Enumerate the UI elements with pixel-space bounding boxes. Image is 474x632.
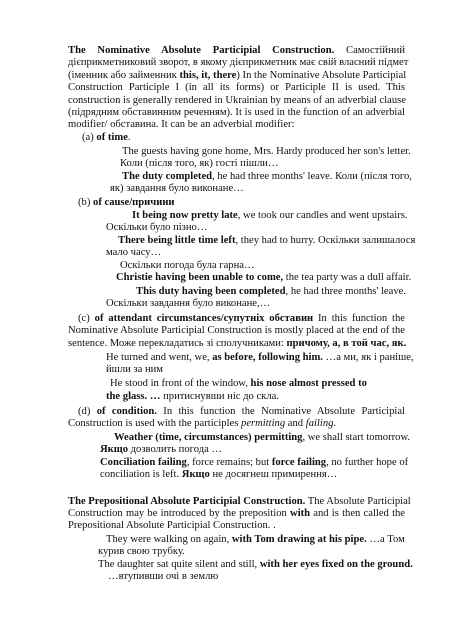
item-b-example4-translation: Оскільки завдання було виконане,… xyxy=(106,298,271,309)
item-a-example2-translation: як) завдання було виконане… xyxy=(110,183,244,194)
section1-title: The Nominative Absolute Participial Construction. xyxy=(68,45,335,56)
item-b-example2-translation: мало часу… xyxy=(106,247,162,258)
section2-example1: They were walking on again, with Tom drawing at his pipe. …а Том xyxy=(106,534,405,545)
section1-line3: (іменник або займенник this, it, there) In the Nominative Absolute Participial xyxy=(68,70,407,81)
item-c-example1: He turned and went, we, as before, following him. …а ми, як і раніше, xyxy=(106,352,414,363)
item-a-example2: The duty completed, he had three months' leave. Коли (після того, xyxy=(122,171,412,182)
item-b-heading: (b) of cause/причини xyxy=(78,197,175,208)
section2-line1: The Prepositional Absolute Participial Construction. The Absolute Participial xyxy=(68,496,411,507)
section1-line2: дієприкметниковий зворот, в якому дієприкметник має свій власний підмет xyxy=(68,57,409,68)
section1-line4: Construction Participle I (in all its forms) or Participle II is used. This xyxy=(68,82,405,93)
section2-example2: The daughter sat quite silent and still, with her eyes fixed on the ground. xyxy=(98,559,413,570)
item-d-example2: Conciliation failing, force remains; but force failing, no further hope of xyxy=(100,457,409,468)
section2-title: The Prepositional Absolute Participial Construction. xyxy=(68,496,306,507)
item-a-heading: (a) of time. xyxy=(82,132,131,143)
item-c-line2: Nominative Absolute Participial Construction is mostly placed at the end of the xyxy=(68,325,405,336)
section2-example1-translation: курив свою трубку. xyxy=(98,546,185,557)
item-c-line1: (c) of attendant circumstances/супутніх обставин In this function the xyxy=(78,313,405,324)
item-d-line1: (d) of condition. In this function the Nominative Absolute Participial xyxy=(78,406,405,417)
section1-line1: The Nominative Absolute Participial Construction. Самостійний xyxy=(68,45,405,56)
item-a-example1-translation: Коли (після того, як) гості пішли… xyxy=(120,158,279,169)
item-b-example1: It being now pretty late, we took our candles and went upstairs. xyxy=(132,210,408,221)
item-c-example1-translation: йшли за ним xyxy=(106,364,164,375)
item-c-line3: sentence. Може перекладатись зі сполучниками: причому, а, в той час, як. xyxy=(68,338,407,349)
item-d-example2-translation: conciliation is left. Якщо не досягнеш примирення… xyxy=(100,469,338,480)
section2-line2: Construction may be introduced by the preposition with and is then called the xyxy=(68,508,406,519)
item-a-example1: The guests having gone home, Mrs. Hardy produced her son's letter. xyxy=(122,146,411,157)
item-b-example2: There being little time left, they had to hurry. Оскільки залишалося xyxy=(118,235,416,246)
item-b-example3: Christie having been unable to come, the tea party was a dull affair. xyxy=(116,272,412,283)
item-d-example1: Weather (time, circumstances) permitting, we shall start tomorrow. xyxy=(114,432,411,443)
section1-line5: construction is generally rendered in Ukrainian by means of an adverbial clause xyxy=(68,95,406,106)
section2-line3: Prepositional Absolute Participial Construction. . xyxy=(68,520,276,531)
item-c-example2: He stood in front of the window, his nose almost pressed to xyxy=(110,378,367,389)
item-b-example4: This duty having been completed, he had three months' leave. xyxy=(136,286,406,297)
item-d-example1-translation: Якщо дозволить погода … xyxy=(100,444,223,455)
item-c-example2-translation: the glass. … притиснувши ніс до скла. xyxy=(106,391,279,402)
section1-line7: modifier/ обставина. It can be an adverbial modifier: xyxy=(68,119,295,130)
section1-line6: (підрядним обставинним реченням). It is used in the function of an adverbial xyxy=(68,107,405,118)
section2-example2-translation: …втупивши очі в землю xyxy=(108,571,219,582)
item-b-example1-translation: Оскільки було пізно… xyxy=(106,222,208,233)
item-b-example3-translation: Оскільки погода була гарна… xyxy=(120,260,255,271)
item-d-line2: Construction is used with the participles permitting and failing. xyxy=(68,418,337,429)
